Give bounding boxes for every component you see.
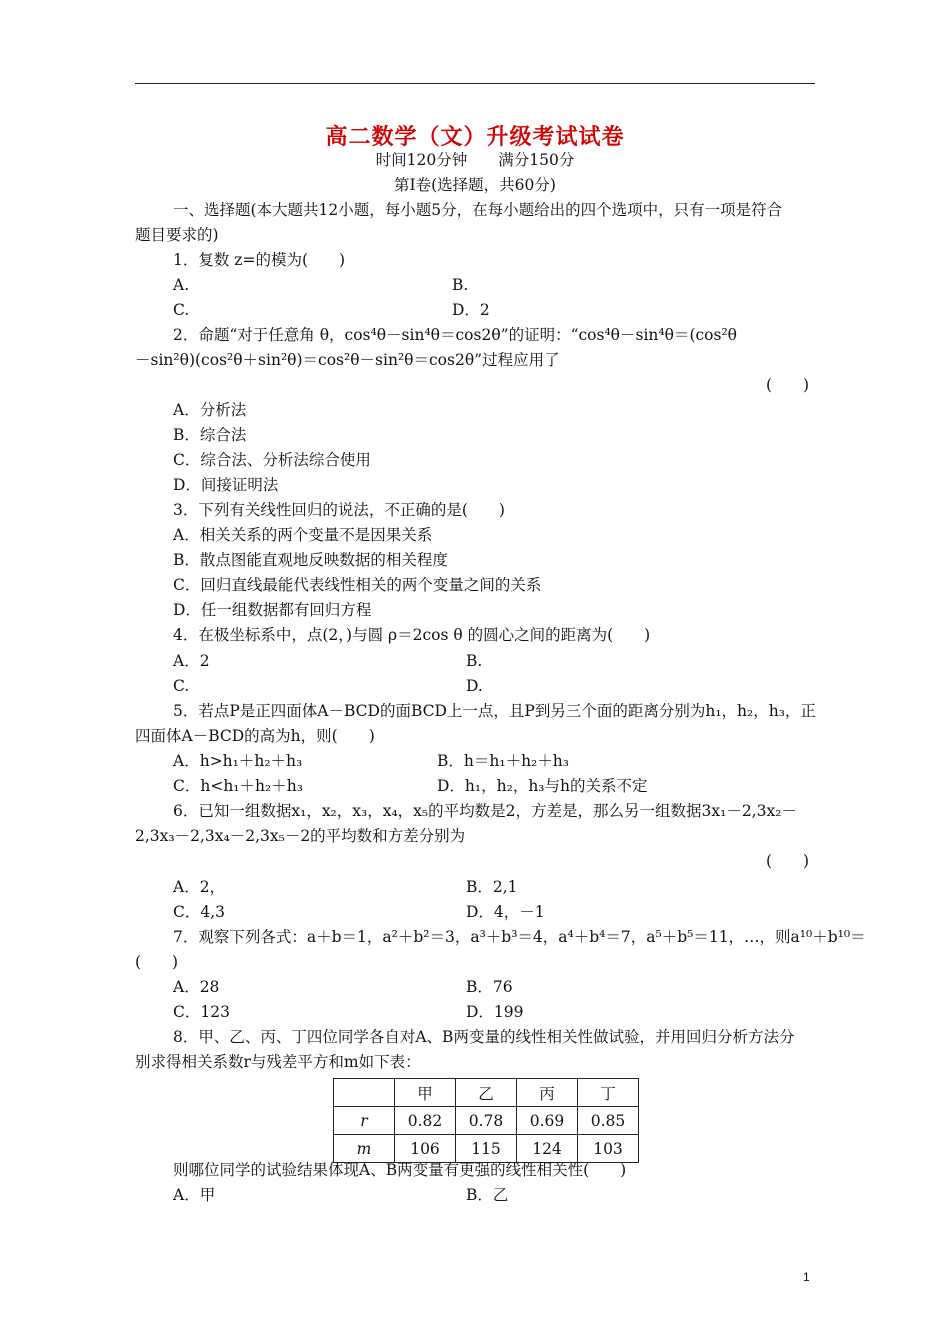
q8-stem-line1: 8．甲、乙、丙、丁四位同学各自对A、B两变量的线性相关性做试验，并用回归分析方法分 (173, 1028, 795, 1046)
table-cell: 0.85 (578, 1107, 639, 1135)
q6-option-c: C．4,3 (173, 903, 226, 921)
q6-option-b: B．2,1 (466, 878, 518, 896)
q5-option-d: D．h₁，h₂，h₃与h的关系不定 (437, 777, 648, 795)
table-row (334, 1135, 639, 1163)
q6-stem-line1: 6．已知一组数据x₁，x₂，x₃，x₄，x₅的平均数是2，方差是，那么另一组数据3x₁－2,3x₂－ (173, 802, 797, 820)
q2-option-d: D．间接证明法 (173, 476, 279, 494)
q3-option-a: A．相关关系的两个变量不是因果关系 (173, 526, 433, 544)
q7-option-d: D．199 (466, 1003, 524, 1021)
q2-stem-line2: －sin²θ)(cos²θ＋sin²θ)＝cos²θ－sin²θ＝cos2θ”过程应用了 (135, 351, 560, 369)
table-cell: m (334, 1135, 395, 1163)
time-and-score: 时间120分钟 满分150分 (375, 151, 575, 169)
q4-stem: 4．在极坐标系中，点(2，)与圆 ρ＝2cos θ 的圆心之间的距离为( ) (173, 626, 651, 644)
q4-option-c: C. (173, 677, 190, 695)
q2-stem-line1: 2．命题“对于任意角 θ，cos⁴θ－sin⁴θ＝cos2θ”的证明：“cos⁴θ－sin⁴θ＝(cos²θ (173, 326, 738, 344)
table-cell: 乙 (456, 1079, 517, 1107)
q1-option-c: C. (173, 301, 190, 319)
q2-option-c: C．综合法、分析法综合使用 (173, 451, 371, 469)
header-rule (135, 83, 815, 84)
table-cell: 124 (517, 1135, 578, 1163)
table-cell: r (334, 1107, 395, 1135)
q6-option-a: A．2， (173, 878, 226, 896)
q6-stem-line2: 2,3x₃－2,3x₄－2,3x₅－2的平均数和方差分别为 (135, 827, 466, 845)
q8-option-b: B．乙 (466, 1186, 509, 1204)
q6-answer-paren: ( ) (766, 852, 810, 870)
correlation-table (333, 1078, 639, 1163)
table-cell: 103 (578, 1135, 639, 1163)
page-number: 1 (803, 1270, 810, 1284)
table-cell: 106 (395, 1135, 456, 1163)
q1-option-d: D．2 (452, 301, 490, 319)
table-cell (334, 1079, 395, 1107)
q7-option-c: C．123 (173, 1003, 230, 1021)
q3-option-d: D．任一组数据都有回归方程 (173, 601, 372, 619)
q7-option-b: B．76 (466, 978, 513, 996)
q4-option-d: D. (466, 677, 483, 695)
q1-option-b: B. (452, 276, 469, 294)
q7-option-a: A．28 (173, 978, 220, 996)
q1-option-a: A. (173, 276, 190, 294)
q5-stem-line1: 5．若点P是正四面体A－BCD的面BCD上一点，且P到另三个面的距离分别为h₁，h₂，h₃，正 (173, 702, 816, 720)
q6-option-d: D．4，－1 (466, 903, 545, 921)
q3-option-b: B．散点图能直观地反映数据的相关程度 (173, 551, 448, 569)
table-cell: 甲 (395, 1079, 456, 1107)
table-cell: 丙 (517, 1079, 578, 1107)
table-cell: 0.82 (395, 1107, 456, 1135)
q3-option-c: C．回归直线最能代表线性相关的两个变量之间的关系 (173, 576, 542, 594)
q4-option-a: A．2 (173, 652, 210, 670)
q5-option-a: A．h>h₁＋h₂＋h₃ (173, 752, 303, 770)
q2-answer-paren: ( ) (766, 376, 810, 394)
q8-option-a: A．甲 (173, 1186, 216, 1204)
table-row (334, 1107, 639, 1135)
q5-stem-line2: 四面体A－BCD的高为h，则( ) (135, 727, 375, 745)
exam-title: 高二数学（文）升级考试试卷 (325, 124, 625, 150)
section1-instructions-line2: 题目要求的) (135, 226, 219, 244)
q7-stem-line1: 7．观察下列各式：a＋b＝1，a²＋b²＝3，a³＋b³＝4，a⁴＋b⁴＝7，a⁵＋b⁵＝11，…，则a¹⁰＋b¹⁰＝ (173, 928, 866, 946)
table-cell: 115 (456, 1135, 517, 1163)
q5-option-c: C．h<h₁＋h₂＋h₃ (173, 777, 303, 795)
q5-option-b: B．h＝h₁＋h₂＋h₃ (437, 752, 569, 770)
q8-stem-line2: 别求得相关系数r与残差平方和m如下表： (135, 1053, 421, 1071)
section1-instructions-line1: 一、选择题(本大题共12小题，每小题5分，在每小题给出的四个选项中，只有一项是符合 (173, 201, 783, 219)
table-cell: 0.78 (456, 1107, 517, 1135)
q7-stem-line2: ( ) (135, 953, 179, 971)
table-cell: 丁 (578, 1079, 639, 1107)
part1-header: 第Ⅰ卷(选择题，共60分) (394, 176, 556, 194)
table-header-row (334, 1079, 639, 1107)
table-cell: 0.69 (517, 1107, 578, 1135)
q2-option-b: B．综合法 (173, 426, 247, 444)
q3-stem: 3．下列有关线性回归的说法，不正确的是( ) (173, 501, 505, 519)
q1-stem: 1．复数 z=的模为( ) (173, 251, 346, 269)
q2-option-a: A．分析法 (173, 401, 247, 419)
q8-question: 则哪位同学的试验结果体现A、B两变量有更强的线性相关性( ) (173, 1161, 627, 1179)
q4-option-b: B. (466, 652, 483, 670)
